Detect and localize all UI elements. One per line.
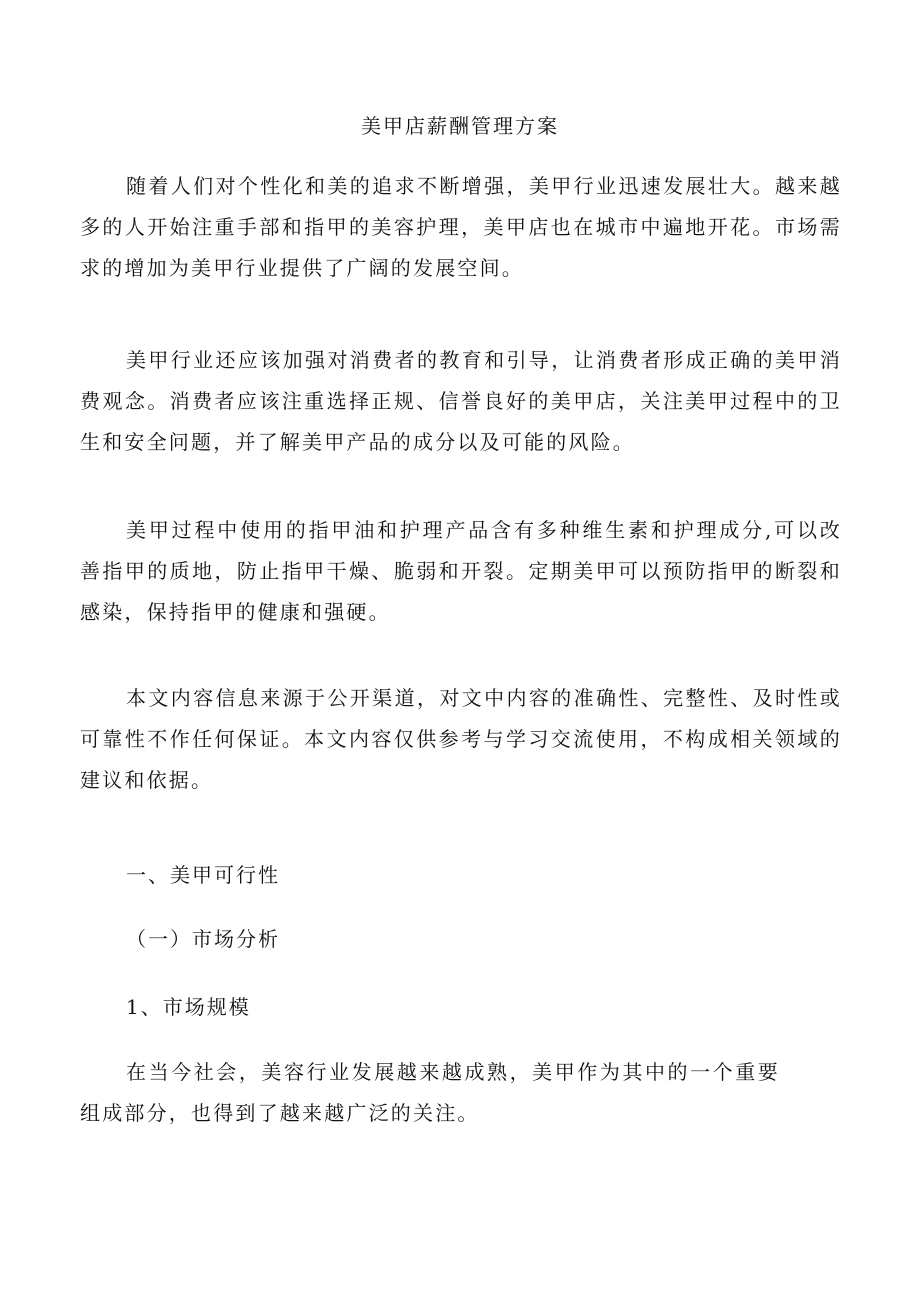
section-heading: 一、美甲可行性 (126, 863, 280, 887)
paragraph-consumer-education: 美甲行业还应该加强对消费者的教育和引导，让消费者形成正确的美甲消费观念。消费者应该注重选择正规、信誉良好的美甲店，关注美甲过程中的卫生和安全问题，并了解美甲产品的成分以及可能的风险。 (80, 348, 842, 454)
item-heading: 1、市场规模 (126, 995, 251, 1019)
paragraph-nail-care-benefits: 美甲过程中使用的指甲油和护理产品含有多种维生素和护理成分,可以改善指甲的质地，防止指甲干燥、脆弱和开裂。定期美甲可以预防指甲的断裂和感染，保持指甲的健康和强硬。 (80, 518, 842, 624)
paragraph-disclaimer: 本文内容信息来源于公开渠道，对文中内容的准确性、完整性、及时性或可靠性不作任何保证。本文内容仅供参考与学习交流使用，不构成相关领域的建议和依据。 (80, 686, 842, 792)
paragraph-intro: 随着人们对个性化和美的追求不断增强，美甲行业迅速发展壮大。越来越多的人开始注重手部和指甲的美容护理，美甲店也在城市中遍地开花。市场需求的增加为美甲行业提供了广阔的发展空间。 (80, 174, 842, 280)
document-title: 美甲店薪酬管理方案 (361, 114, 559, 138)
subsection-heading: （一）市场分析 (126, 927, 280, 951)
paragraph-market-size: 在当今社会，美容行业发展越来越成熟，美甲作为其中的一个重要组成部分，也得到了越来越广泛的关注。 (80, 1060, 780, 1125)
